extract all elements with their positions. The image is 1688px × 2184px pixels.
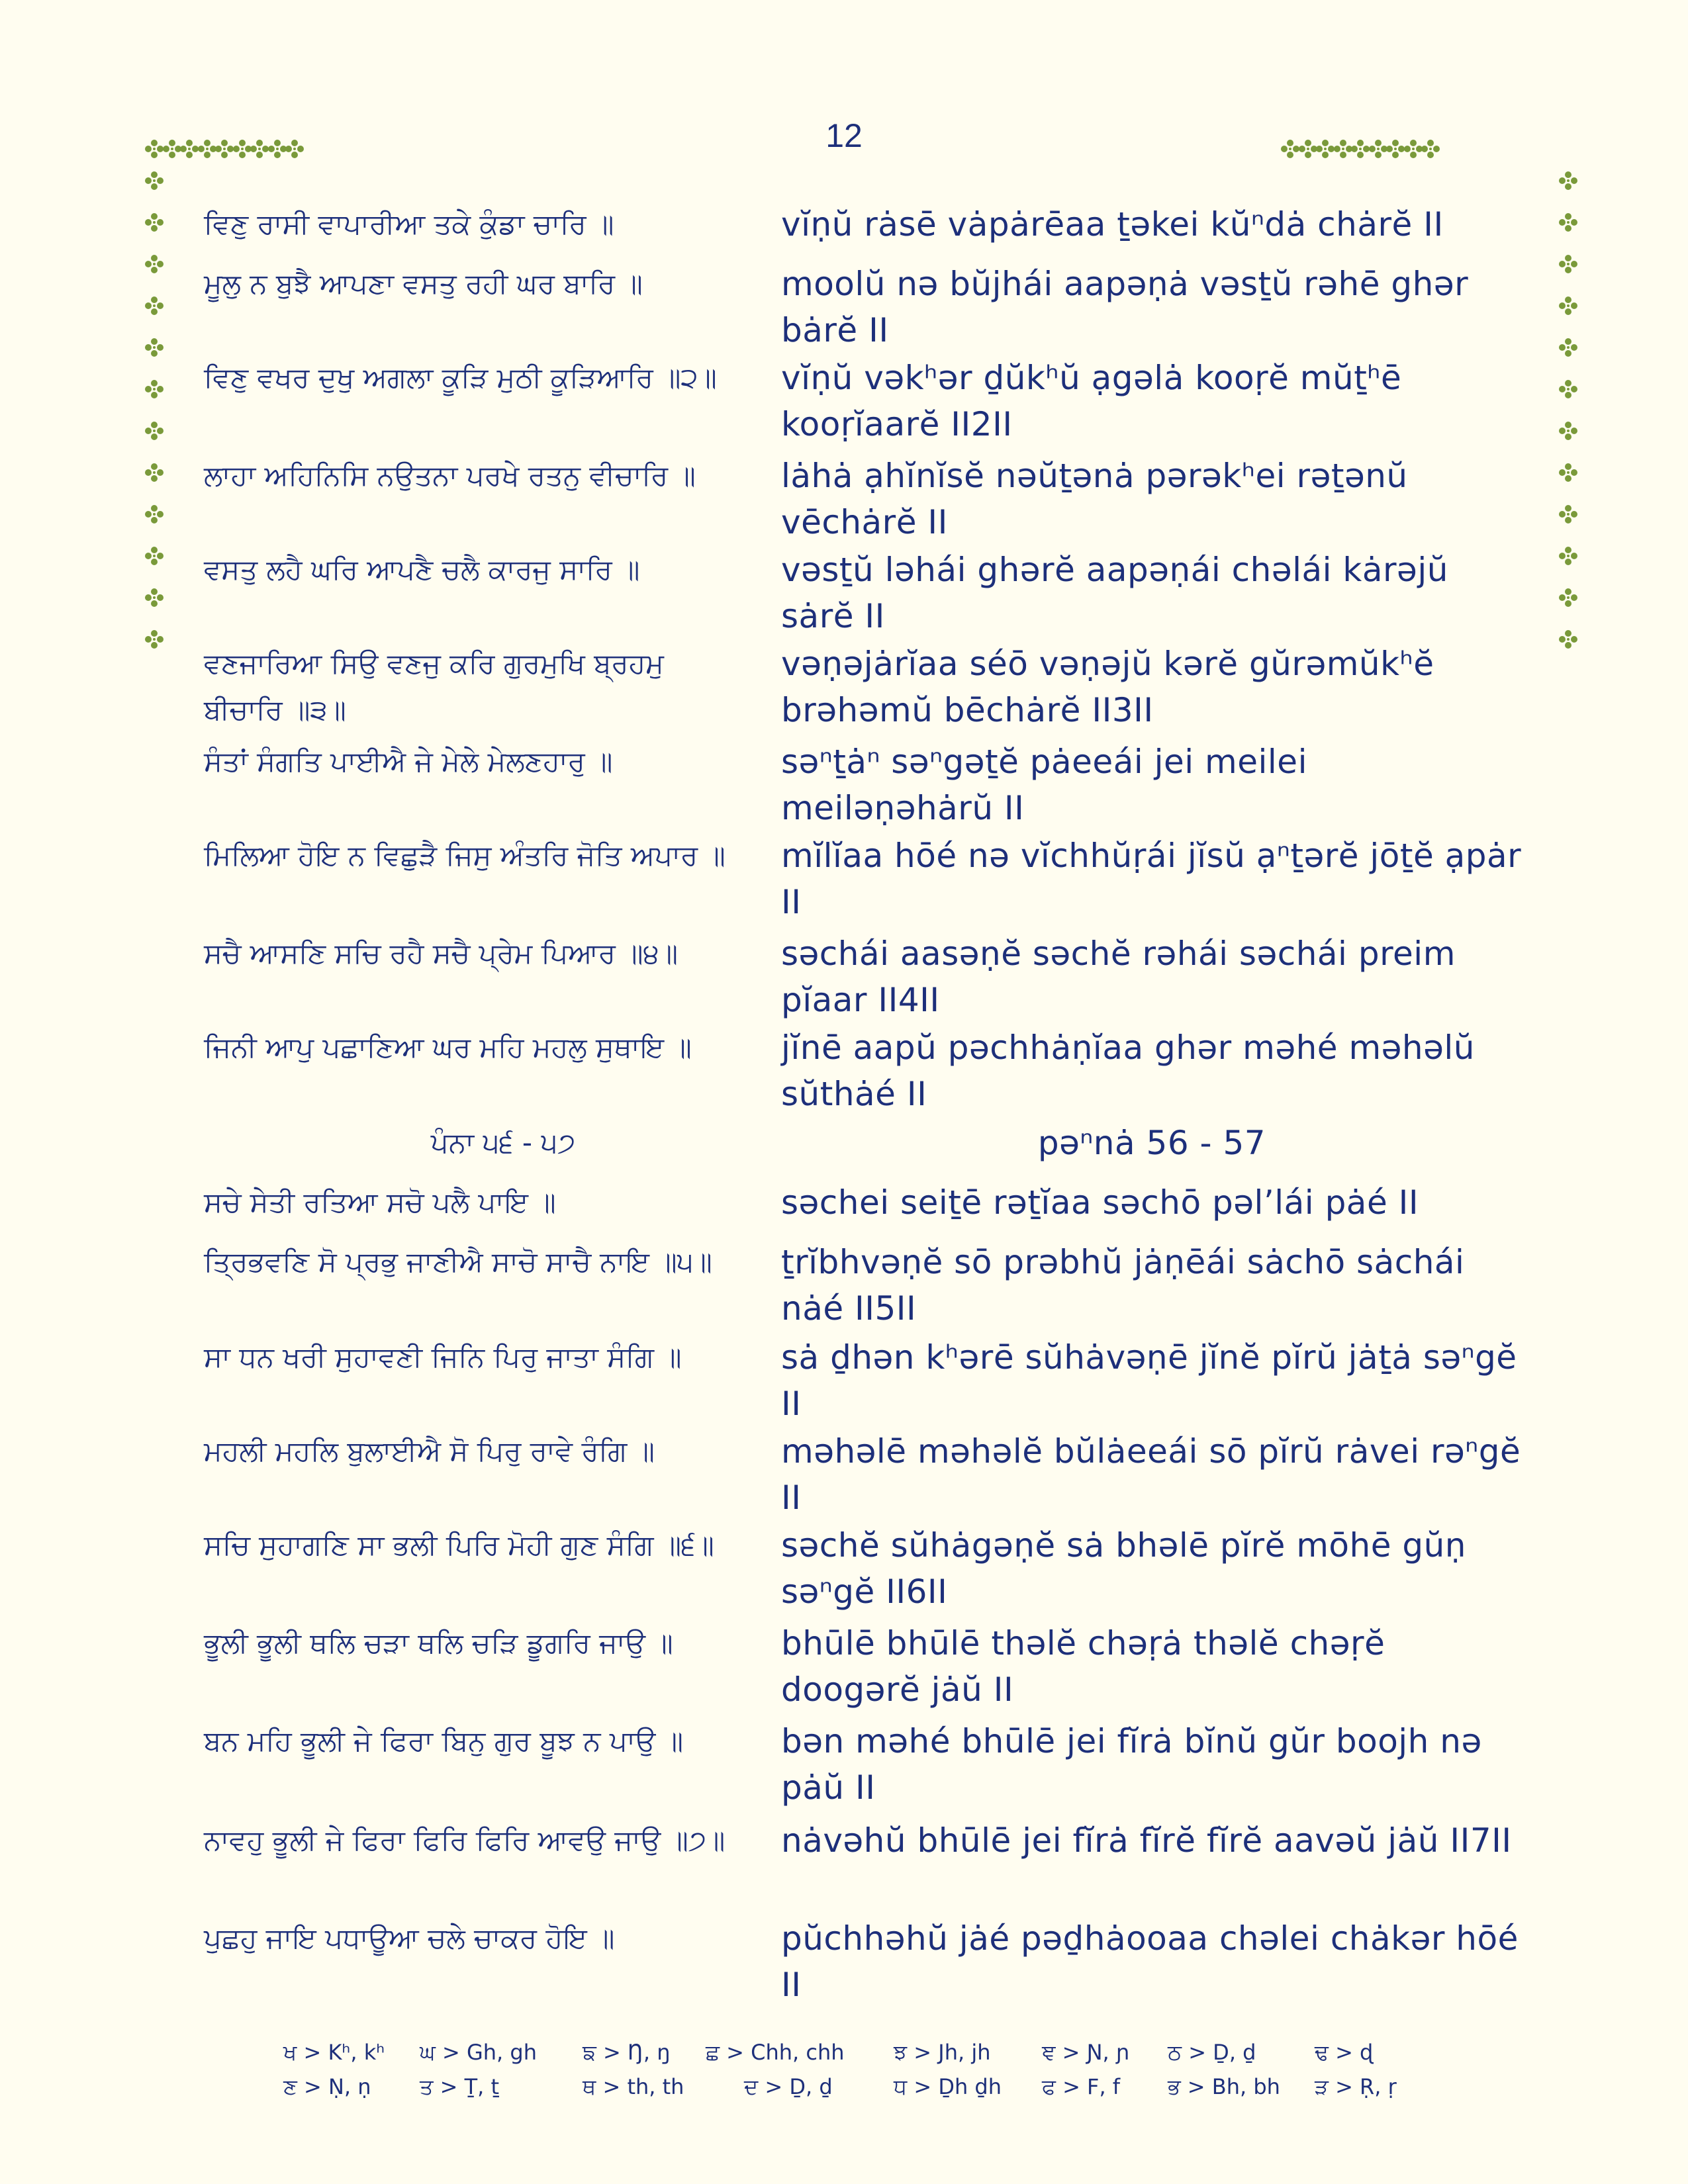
gurmukhi-line: ਵਸਤੁ ਲਹੈ ਘਰਿ ਆਪਣੈ ਚਲੈ ਕਾਰਜੁ ਸਾਰਿ ॥ (204, 553, 640, 586)
legend-item: ਠ > Ḏ, ḏ (1168, 2040, 1256, 2065)
legend-item: ਛ > Chh, chh (706, 2040, 845, 2065)
gurmukhi-line: ਮੂਲੁ ਨ ਬੁਝੈ ਆਪਣਾ ਵਸਤੁ ਰਹੀ ਘਰ ਬਾਰਿ ॥ (204, 267, 643, 300)
gurmukhi-line: ਪੁਛਹੁ ਜਾਇ ਪਧਾਊਆ ਚਲੇ ਚਾਕਰ ਹੋਇ ॥ (204, 1922, 615, 1954)
transliteration-line: bhūlē bhūlē thəlĕ chəṛȧ thəlĕ chəṛĕ doogərĕ jȧŭ II (781, 1624, 1385, 1709)
legend-item: ਥ > th, th (583, 2074, 684, 2099)
transliteration-legend (0, 2030, 1688, 2110)
transliteration-line: səⁿṯȧⁿ səⁿgəṯĕ pȧeeái jei meilei meiləṇəhȧrŭ II (781, 743, 1307, 827)
gurmukhi-line: ਲਾਹਾ ਅਹਿਨਿਸਿ ਨਉਤਨਾ ਪਰਖੇ ਰਤਨੁ ਵੀਚਾਰਿ ॥ (204, 459, 696, 492)
gurmukhi-line: ਬਨ ਮਹਿ ਭੂਲੀ ਜੇ ਫਿਰਾ ਬਿਨੁ ਗੁਰ ਬੂਝ ਨ ਪਾਉ ॥ (204, 1725, 684, 1757)
transliteration-line: sȧ ḏhən kʰərē sŭhȧvəṇē jĭnĕ pĭrŭ jȧṯȧ səⁿgĕ II (781, 1338, 1517, 1423)
legend-item: ਦ > Ḏ, ḏ (744, 2074, 833, 2099)
legend-item: ਭ > Bh, bh (1168, 2074, 1280, 2099)
gurmukhi-line: ਸਾ ਧਨ ਖਰੀ ਸੁਹਾਵਣੀ ਜਿਨਿ ਪਿਰੁ ਜਾਤਾ ਸੰਗਿ ॥ (204, 1341, 682, 1373)
gurmukhi-line: ਸਚੇ ਸੇਤੀ ਰਤਿਆ ਸਚੋ ਪਲੈ ਪਾਇ ॥ (204, 1186, 556, 1218)
gurmukhi-line: ਤ੍ਰਿਭਵਣਿ ਸੋ ਪ੍ਰਭੁ ਜਾਣੀਐ ਸਾਚੋ ਸਾਚੈ ਨਾਇ ॥੫॥ (204, 1246, 712, 1278)
transliteration-line: vəsṯŭ ləhái ghərĕ aapəṇái chəlái kȧrəjŭ sȧrĕ II (781, 551, 1448, 635)
transliteration-line: vĭṇŭ rȧsē vȧpȧrēaa ṯəkei kŭⁿdȧ chȧrĕ II (781, 205, 1444, 244)
legend-item: ਘ > Gh, gh (420, 2040, 537, 2065)
legend-item: ਝ > Jh, jh (894, 2040, 991, 2065)
transliteration-line: jĭnē aapŭ pəchhȧṇĭaa ghər məhé məhəlŭ sŭthȧé II (781, 1028, 1475, 1113)
gurmukhi-line: ਵਿਣੁ ਰਾਸੀ ਵਾਪਾਰੀਆ ਤਕੇ ਕੁੰਡਾ ਚਾਰਿ ॥ (204, 208, 614, 240)
transliteration-line: məhəlē məhəlĕ bŭlȧeeái sō pĭrŭ rȧvei rəⁿgĕ II (781, 1432, 1521, 1517)
gurmukhi-line: ਭੂਲੀ ਭੂਲੀ ਥਲਿ ਚੜਾ ਥਲਿ ਚੜਿ ਡੂਗਰਿ ਜਾਉ ॥ (204, 1627, 673, 1659)
legend-item: ਧ > Ḏh ḏh (894, 2074, 1002, 2099)
gurmukhi-line: ਮਹਲੀ ਮਹਲਿ ਬੁਲਾਈਐ ਸੋ ਪਿਰੁ ਰਾਵੇ ਰੰਗਿ ॥ (204, 1435, 655, 1467)
legend-item: ਣ > Ṇ, ṇ (283, 2074, 371, 2099)
transliteration-line: lȧhȧ ạhĭnĭsĕ nəŭṯənȧ pərəkʰei rəṯənŭ vēchȧrĕ II (781, 457, 1408, 541)
transliteration-line: ṯrĭbhvəṇĕ sō prəbhŭ jȧṇēái sȧchō sȧchái nȧé II5II (781, 1243, 1465, 1328)
gurmukhi-line: ਵਣਜਾਰਿਆ ਸਿਉ ਵਣਜੁ ਕਰਿ ਗੁਰਮੁਖਿ ਬ੍ਰਹਮੁ ਬੀਚਾਰਿ ॥੩॥ (204, 647, 664, 726)
transliteration-line: vĭṇŭ vəkʰər ḏŭkʰŭ ạgəlȧ kooṛĕ mŭṯʰē kooṛĭaarĕ II2II (781, 359, 1402, 443)
legend-item: ੜ > Ṛ, ṛ (1315, 2074, 1397, 2099)
legend-item: ਫ > F, f (1042, 2074, 1121, 2099)
gurmukhi-line: ਸਚੈ ਆਸਣਿ ਸਚਿ ਰਹੈ ਸਚੈ ਪ੍ਰੇਮ ਪਿਆਰ ॥੪॥ (204, 937, 679, 970)
page-reference-translit: pəⁿnȧ 56 - 57 (1037, 1124, 1266, 1162)
gurmukhi-line: ਮਿਲਿਆ ਹੋਇ ਨ ਵਿਛੁੜੈ ਜਿਸੁ ਅੰਤਰਿ ਜੋਤਿ ਅਪਾਰ ॥ (204, 839, 726, 872)
transliteration-line: səchĕ sŭhȧgəṇĕ sȧ bhəlē pĭrĕ mōhē gŭṇ səⁿgĕ II6II (781, 1526, 1466, 1611)
gurmukhi-line: ਸਚਿ ਸੁਹਾਗਣਿ ਸਾ ਭਲੀ ਪਿਰਿ ਮੋਹੀ ਗੁਣ ਸੰਗਿ ॥੬॥ (204, 1529, 714, 1561)
transliteration-line: mĭlĭaa hōé nə vĭchhŭṛái jĭsŭ ạⁿṯərĕ jōṯĕ ạpȧr II (781, 837, 1522, 921)
transliteration-line: bən məhé bhūlē jei fĭrȧ bĭnŭ gŭr boojh nə pȧŭ II (781, 1722, 1482, 1807)
legend-item: ਞ > Ɲ, ɲ (1042, 2040, 1130, 2065)
page-reference-gurmukhi: ਪੰਨਾ ੫੬ - ੫੭ (430, 1126, 576, 1159)
legend-item: ਢ > ɖ (1315, 2040, 1374, 2065)
transliteration-line: pŭchhəhŭ jȧé pəḏhȧooaa chəlei chȧkər hōé II (781, 1919, 1519, 2004)
gurmukhi-line: ਸੰਤਾਂ ਸੰਗਤਿ ਪਾਈਐ ਜੇ ਮੇਲੇ ਮੇਲਣਹਾਰੁ ॥ (204, 745, 613, 778)
transliteration-line: səchei seiṯē rəṯĭaa səchō pəl’lái pȧé II (781, 1183, 1419, 1222)
transliteration-line: səchái aasəṇĕ səchĕ rəhái səchái preim pĭaar II4II (781, 934, 1456, 1019)
legend-item: ਙ > Ŋ, ŋ (583, 2040, 671, 2065)
gurmukhi-line: ਨਾਵਹੁ ਭੂਲੀ ਜੇ ਫਿਰਾ ਫਿਰਿ ਫਿਰਿ ਆਵਉ ਜਾਉ ॥੭॥ (204, 1824, 726, 1856)
page-number: 12 (825, 117, 863, 154)
transliteration-line: vəṇəjȧrĭaa séō vəṇəjŭ kərĕ gŭrəmŭkʰĕ brəhəmŭ bēchȧrĕ II3II (781, 645, 1434, 729)
legend-item: ਖ > Kʰ, kʰ (283, 2040, 385, 2065)
legend-item: ਤ > Ṯ, ṯ (420, 2074, 500, 2099)
transliteration-line: moolŭ nə bŭjhái aapəṇȧ vəsṯŭ rəhē ghər bȧrĕ II (781, 265, 1469, 349)
gurmukhi-line: ਵਿਣੁ ਵਖਰ ਦੁਖੁ ਅਗਲਾ ਕੂੜਿ ਮੁਠੀ ਕੂੜਿਆਰਿ ॥੨॥ (204, 361, 717, 394)
gurmukhi-line: ਜਿਨੀ ਆਪੁ ਪਛਾਣਿਆ ਘਰ ਮਹਿ ਮਹਲੁ ਸੁਥਾਇ ॥ (204, 1031, 692, 1064)
transliteration-line: nȧvəhŭ bhūlē jei fĭrȧ fĭrĕ fĭrĕ aavəŭ jȧŭ II7II (781, 1821, 1512, 1860)
